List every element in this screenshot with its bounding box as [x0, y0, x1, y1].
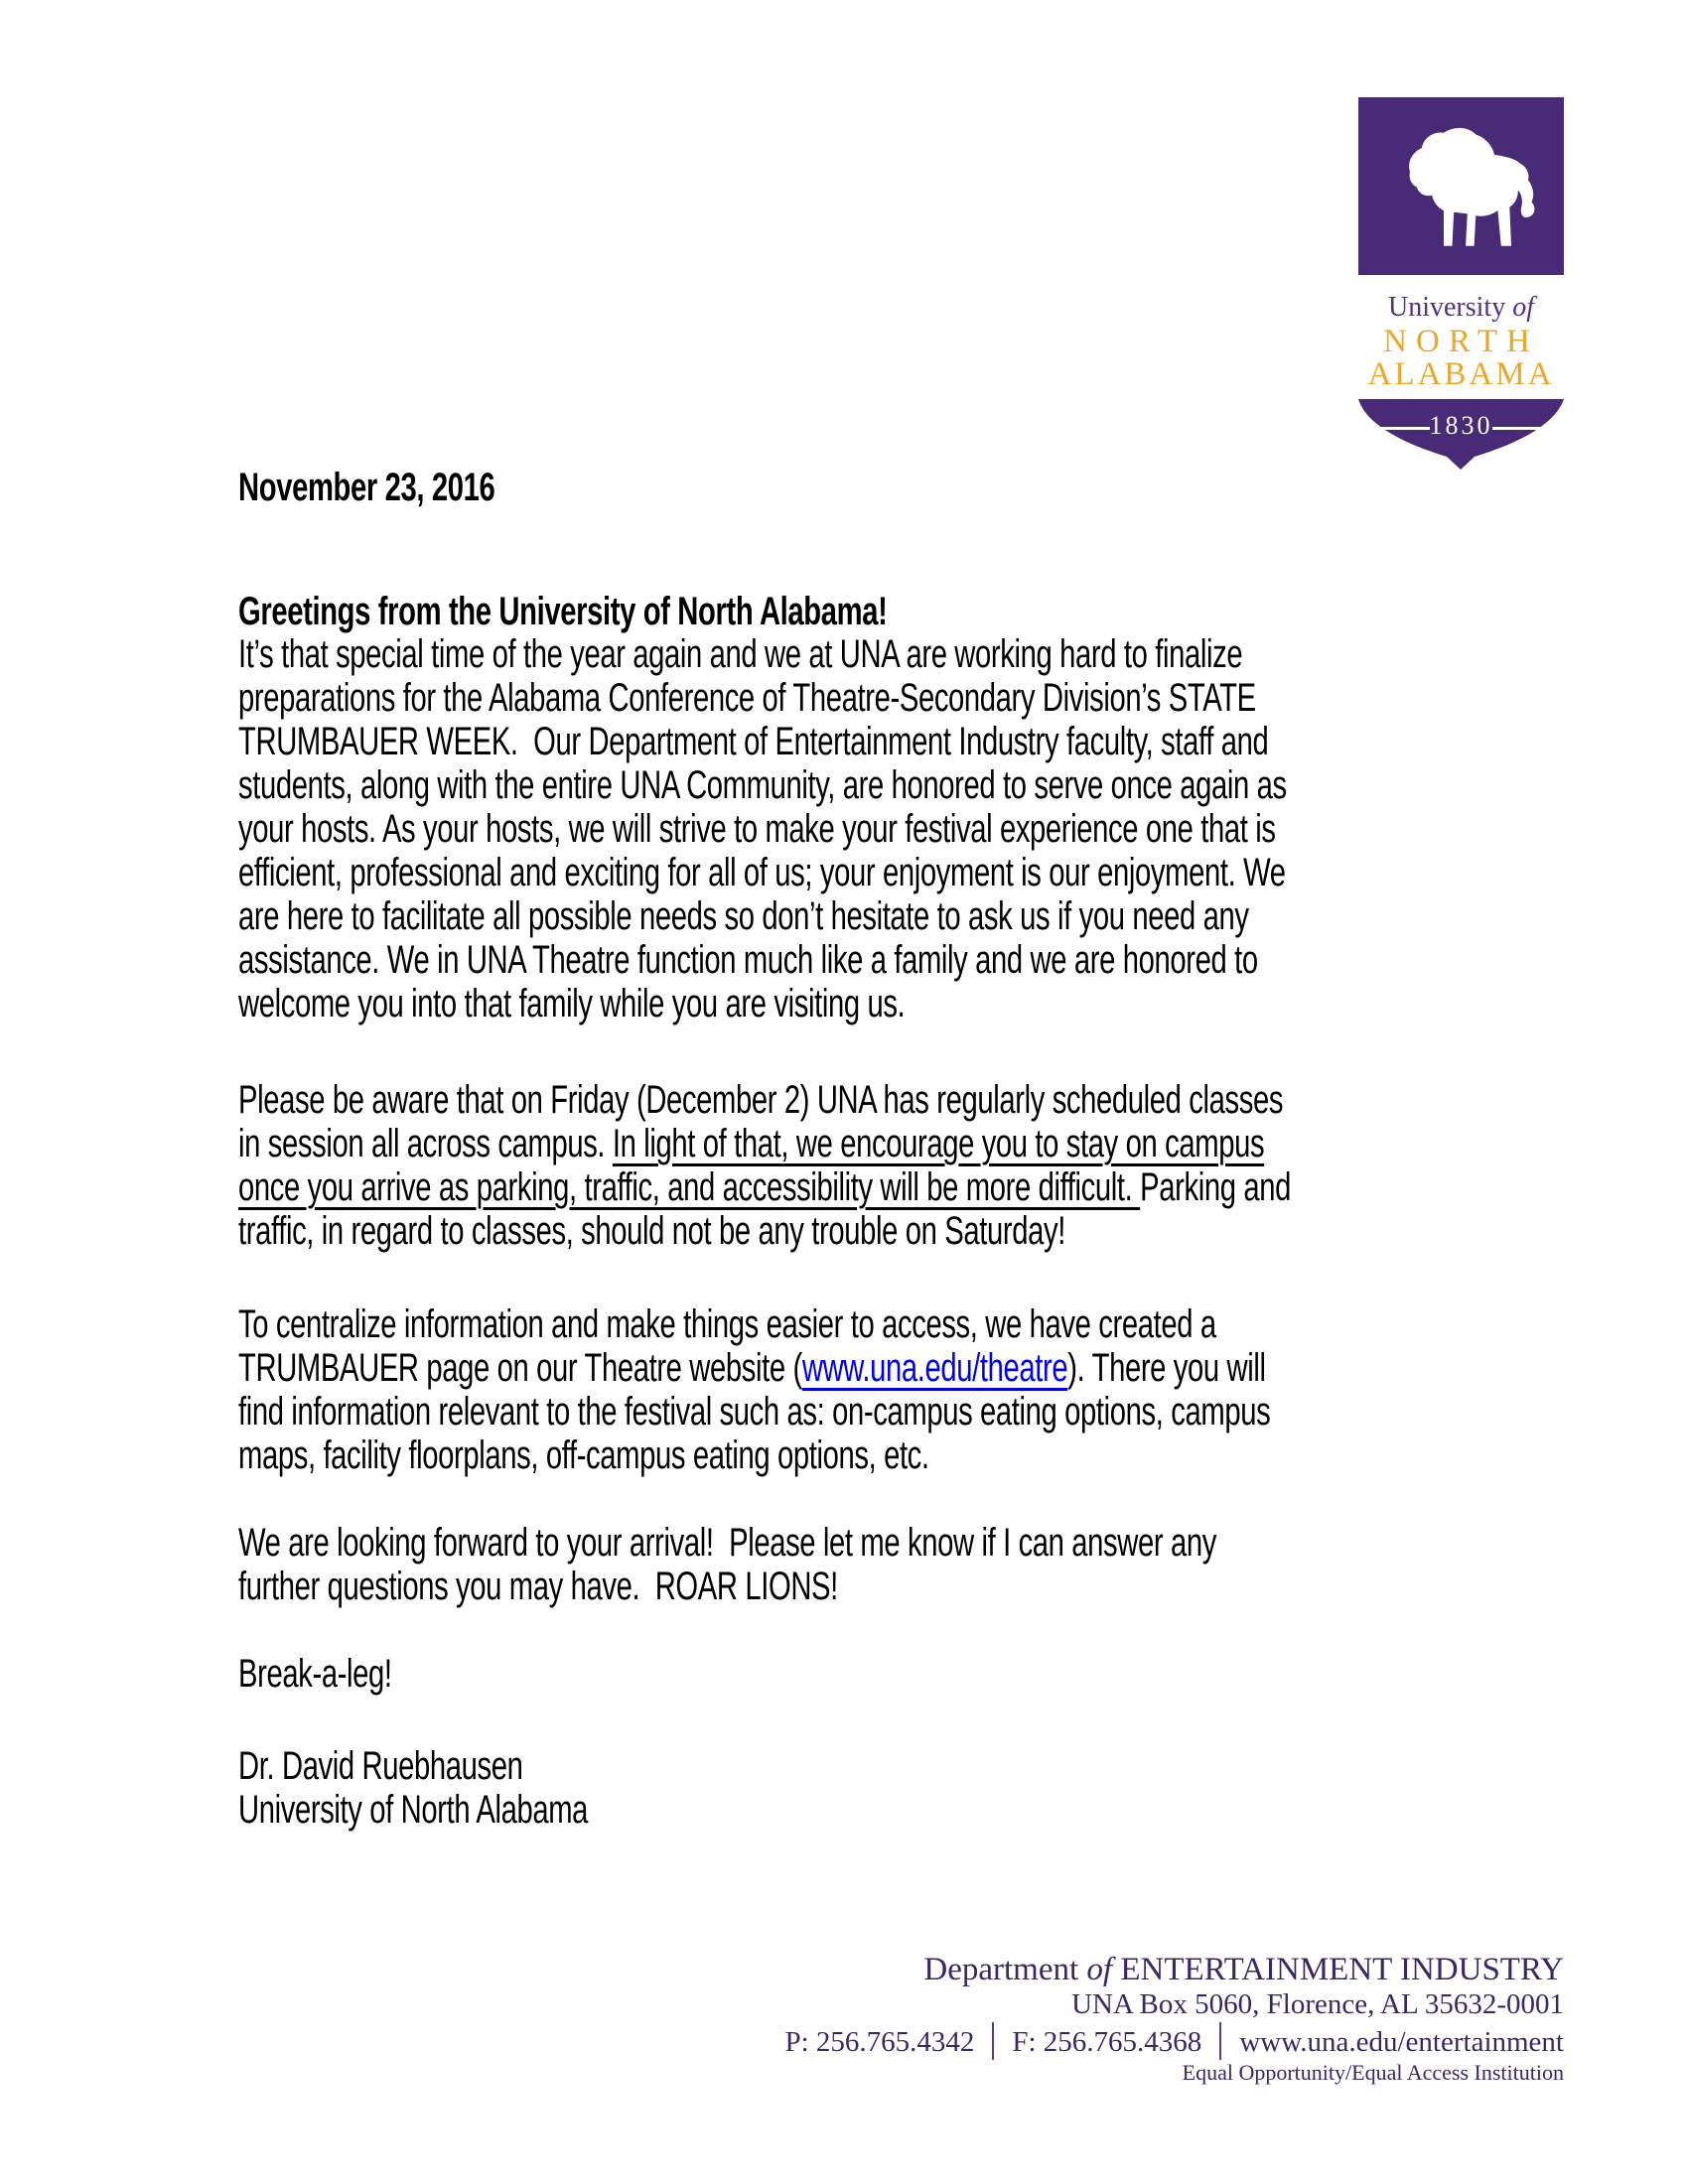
text-segment: efficient, professional and exciting for all of us; your enjoyment is our enjoyment. We — [238, 851, 1286, 894]
signature-block — [238, 1744, 588, 1832]
text-line — [238, 720, 1287, 763]
text-line — [238, 938, 1287, 982]
footer-of-word: of — [1086, 1952, 1113, 1987]
footer-website: www.una.edu/entertainment — [1239, 2026, 1564, 2058]
text-line — [238, 763, 1287, 807]
text-line — [238, 1390, 1270, 1433]
text-line — [238, 1652, 392, 1696]
body-paragraph-4 — [238, 1521, 1216, 1608]
logo-university-of — [1358, 292, 1564, 324]
text-segment: in session all across campus. — [238, 1122, 613, 1165]
footer-separator — [1219, 2022, 1221, 2060]
text-segment: To centralize information and make things easier to access, we have created a — [238, 1302, 1216, 1346]
text-segment: Parking and — [1140, 1165, 1291, 1209]
text-segment: It’s that special time of the year again and we at UNA are working hard to finalize — [238, 632, 1243, 676]
logo-of-word: of — [1512, 292, 1534, 323]
logo-north: NORTH — [1383, 324, 1539, 359]
logo-shield — [1358, 399, 1564, 471]
text-segment: We are looking forward to your arrival! Please let me know if I can answer any — [238, 1521, 1216, 1565]
text-segment: TRUMBAUER page on our Theatre website ( — [238, 1346, 802, 1390]
text-segment: are here to facilitate all possible needs so don’t hesitate to ask us if you need any — [238, 894, 1249, 938]
footer-separator — [992, 2022, 994, 2060]
text-line — [238, 632, 1287, 676]
body-paragraph-1 — [238, 632, 1287, 1025]
text-line — [238, 1788, 588, 1832]
text-line — [238, 1744, 588, 1788]
footer-address: UNA Box 5060, Florence, AL 35632-0001 — [1071, 1988, 1564, 2020]
text-segment: welcome you into that family while you are visiting us. — [238, 982, 906, 1025]
text-segment: preparations for the Alabama Conference of Theatre-Secondary Division’s STATE — [238, 676, 1256, 720]
text-segment: your hosts. As your hosts, we will strive to make your festival experience one that is — [238, 807, 1276, 851]
text-line — [238, 1302, 1270, 1346]
text-segment: Dr. David Ruebhausen — [238, 1744, 523, 1788]
letter-date: November 23, 2016 — [238, 466, 495, 509]
lion-icon — [1376, 113, 1545, 257]
text-line — [238, 1122, 1291, 1165]
text-line — [238, 1346, 1270, 1390]
footer-contact-line — [784, 2022, 1564, 2060]
text-line — [238, 1565, 1216, 1608]
text-segment: maps, facility floorplans, off-campus eating options, etc. — [238, 1433, 929, 1477]
text-line — [238, 676, 1287, 720]
text-line — [238, 1165, 1291, 1209]
footer-department-name: ENTERTAINMENT INDUSTRY — [1112, 1952, 1564, 1987]
text-line — [238, 807, 1287, 851]
text-segment: Please be aware that on Friday (December 2) UNA has regularly scheduled classes — [238, 1078, 1284, 1122]
una-logo — [1358, 97, 1564, 475]
footer-department-line — [784, 1952, 1564, 1987]
text-segment: ). There you will — [1067, 1346, 1266, 1390]
text-segment: once you arrive as parking, traffic, and accessibility will be more difficult. — [238, 1165, 1141, 1209]
letter-greeting-heading: Greetings from the University of North Alabama! — [238, 590, 888, 633]
established-year: 1830 — [1429, 411, 1493, 440]
lion-crest-box — [1358, 97, 1564, 275]
text-segment: Break-a-leg! — [238, 1652, 392, 1696]
text-line — [238, 982, 1287, 1025]
text-line — [238, 1433, 1270, 1477]
footer — [784, 1952, 1564, 2086]
footer-eeo-statement: Equal Opportunity/Equal Access Institution — [1182, 2060, 1564, 2085]
text-segment: In light of that, we encourage you to stay on campus — [612, 1122, 1265, 1165]
text-segment: assistance. We in UNA Theatre function much like a family and we are honored to — [238, 938, 1258, 982]
footer-fax: F: 256.765.4368 — [1012, 2026, 1202, 2058]
body-paragraph-3 — [238, 1302, 1270, 1477]
text-segment: students, along with the entire UNA Community, are honored to serve once again as — [238, 763, 1287, 807]
text-line — [238, 1209, 1291, 1253]
text-segment: traffic, in regard to classes, should not be any trouble on Saturday! — [238, 1209, 1065, 1253]
text-segment: TRUMBAUER WEEK. Our Department of Entertainment Industry faculty, staff and — [238, 720, 1269, 763]
footer-department-word: Department — [923, 1952, 1087, 1987]
text-segment: find information relevant to the festival such as: on-campus eating options, campus — [238, 1390, 1271, 1433]
text-line — [238, 1521, 1216, 1565]
logo-university-word: University — [1388, 292, 1513, 323]
text-line — [238, 851, 1287, 894]
body-paragraph-2 — [238, 1078, 1291, 1253]
footer-phone: P: 256.765.4342 — [784, 2026, 975, 2058]
closing-line — [238, 1652, 392, 1696]
theatre-website-link[interactable]: www.una.edu/theatre — [801, 1346, 1068, 1390]
text-line — [238, 894, 1287, 938]
text-segment: further questions you may have. ROAR LIONS! — [238, 1565, 838, 1608]
text-segment: University of North Alabama — [238, 1788, 589, 1832]
logo-alabama: ALABAMA — [1367, 356, 1555, 392]
text-line — [238, 1078, 1291, 1122]
